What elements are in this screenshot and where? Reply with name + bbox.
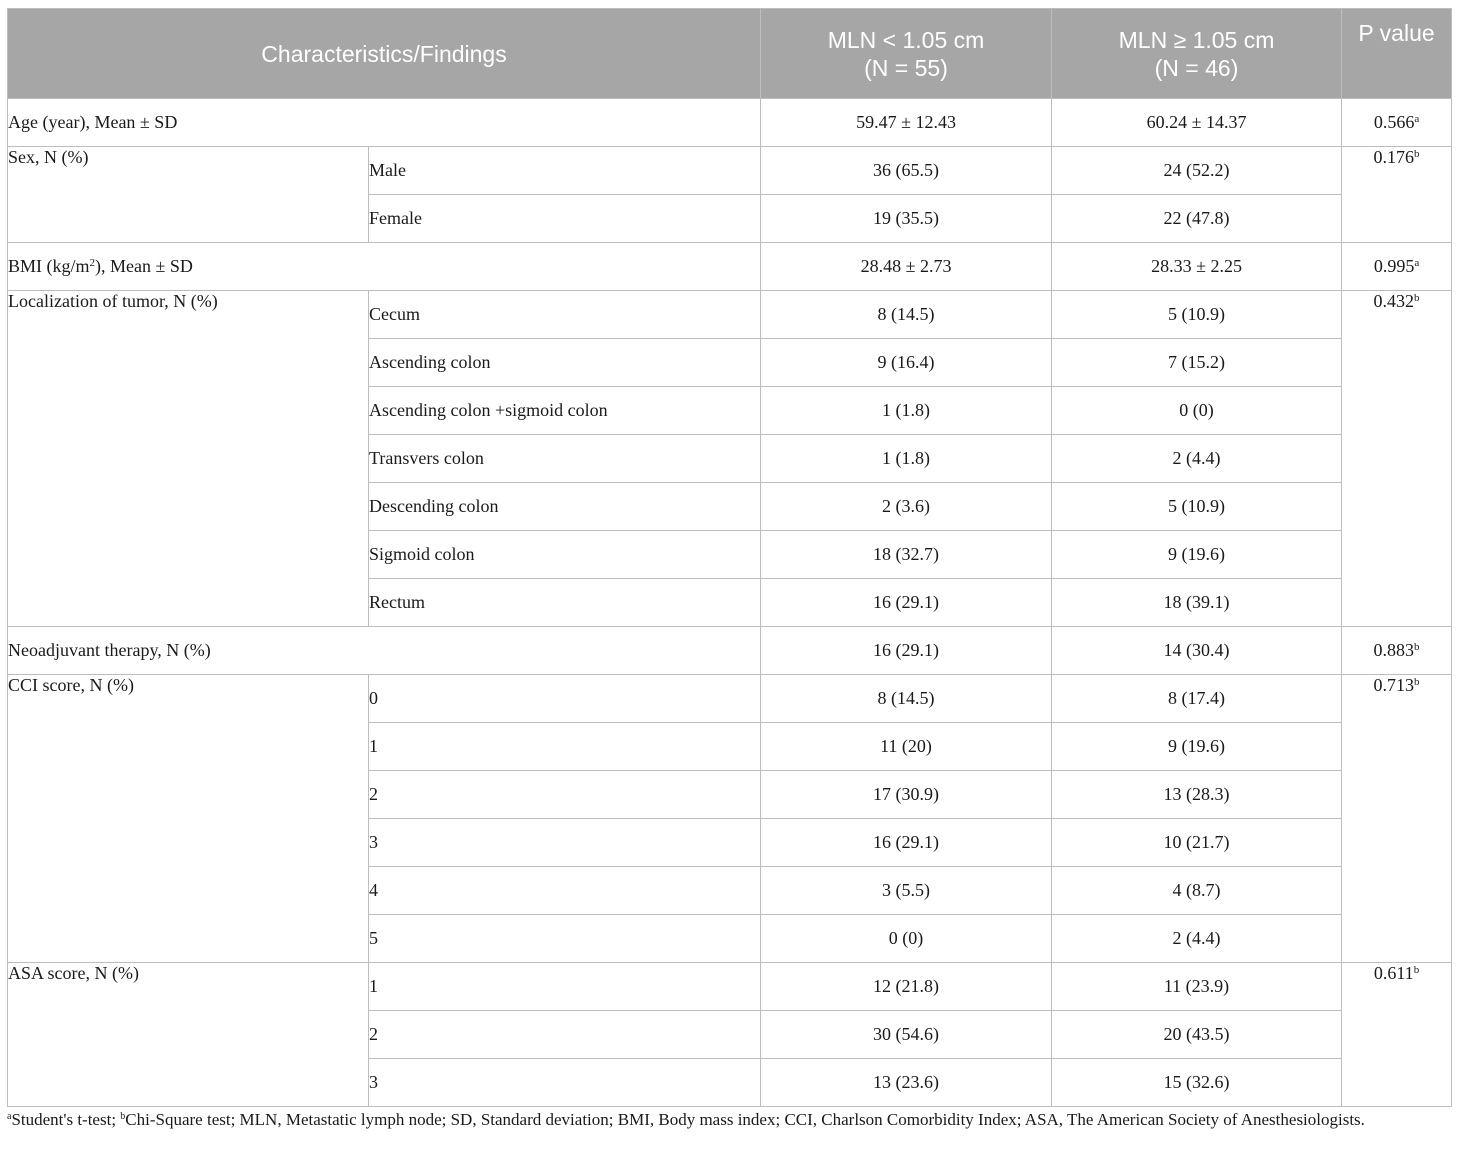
sub-label: 5 <box>369 915 761 963</box>
table-row <box>8 243 1452 291</box>
row-label: Neoadjuvant therapy, N (%) <box>8 627 761 675</box>
sub-label: Ascending colon <box>369 339 761 387</box>
cell-p-value <box>1342 291 1452 627</box>
cell-mln-small: 12 (21.8) <box>761 963 1052 1011</box>
sub-label: Transvers colon <box>369 435 761 483</box>
cell-mln-small: 11 (20) <box>761 723 1052 771</box>
p-value: 0.611 <box>1373 963 1414 983</box>
footnote-marker-a: a <box>7 1111 12 1122</box>
cell-mln-large: 60.24 ± 14.37 <box>1052 99 1342 147</box>
p-value-note: b <box>1413 964 1420 976</box>
cell-mln-small: 9 (16.4) <box>761 339 1052 387</box>
row-label: Age (year), Mean ± SD <box>8 99 761 147</box>
sub-label: 1 <box>369 723 761 771</box>
cell-mln-large: 22 (47.8) <box>1052 195 1342 243</box>
table-row <box>8 147 1452 195</box>
header-p-value: P value <box>1342 9 1452 99</box>
cell-mln-large: 9 (19.6) <box>1052 531 1342 579</box>
cell-mln-large: 20 (43.5) <box>1052 1011 1342 1059</box>
characteristics-table <box>7 8 1452 1107</box>
cell-p-value <box>1342 627 1452 675</box>
p-value-note: b <box>1414 641 1420 653</box>
cell-p-value <box>1342 147 1452 243</box>
table-footnote <box>7 1108 1451 1132</box>
header-mln-large-line1: MLN ≥ 1.05 cm <box>1118 26 1275 53</box>
cell-mln-small: 13 (23.6) <box>761 1059 1052 1107</box>
cell-mln-large: 7 (15.2) <box>1052 339 1342 387</box>
table-row <box>8 963 1452 1011</box>
cell-mln-large: 9 (19.6) <box>1052 723 1342 771</box>
cell-mln-small: 0 (0) <box>761 915 1052 963</box>
table-header-row <box>8 9 1452 99</box>
cell-mln-small: 36 (65.5) <box>761 147 1052 195</box>
row-label: ASA score, N (%) <box>8 963 369 1107</box>
cell-mln-small: 28.48 ± 2.73 <box>761 243 1052 291</box>
cell-mln-small: 30 (54.6) <box>761 1011 1052 1059</box>
cell-mln-small: 3 (5.5) <box>761 867 1052 915</box>
cell-mln-large: 5 (10.9) <box>1052 291 1342 339</box>
footnote-marker-b: b <box>120 1111 126 1122</box>
row-label: Sex, N (%) <box>8 147 369 243</box>
cell-p-value <box>1342 675 1452 963</box>
row-label: CCI score, N (%) <box>8 675 369 963</box>
bmi-label-exponent: 2 <box>89 257 96 269</box>
sub-label: 3 <box>369 819 761 867</box>
sub-label: Male <box>369 147 761 195</box>
cell-mln-small: 1 (1.8) <box>761 387 1052 435</box>
sub-label: 1 <box>369 963 761 1011</box>
sub-label: 0 <box>369 675 761 723</box>
header-characteristics: Characteristics/Findings <box>8 9 761 99</box>
header-mln-large <box>1052 9 1342 99</box>
cell-mln-large: 2 (4.4) <box>1052 435 1342 483</box>
p-value: 0.566 <box>1373 112 1415 132</box>
cell-p-value <box>1342 963 1452 1107</box>
cell-mln-large: 2 (4.4) <box>1052 915 1342 963</box>
table-row <box>8 675 1452 723</box>
cell-mln-large: 10 (21.7) <box>1052 819 1342 867</box>
cell-p-value <box>1342 99 1452 147</box>
cell-mln-large: 13 (28.3) <box>1052 771 1342 819</box>
sub-label: Cecum <box>369 291 761 339</box>
bmi-label-end: ), Mean ± SD <box>95 256 193 276</box>
p-value: 0.176 <box>1373 147 1415 167</box>
cell-mln-small: 19 (35.5) <box>761 195 1052 243</box>
cell-mln-large: 0 (0) <box>1052 387 1342 435</box>
cell-mln-small: 16 (29.1) <box>761 579 1052 627</box>
bmi-label-start: BMI (kg/m <box>8 256 90 276</box>
cell-mln-large: 14 (30.4) <box>1052 627 1342 675</box>
footnote-text-b: Chi-Square test; MLN, Metastatic lymph node; SD, Standard deviation; BMI, Body mass index; CCI, Charlson Comorbidity Index; ASA, The American Society of Anesthesiologists. <box>125 1110 1365 1129</box>
cell-mln-large: 11 (23.9) <box>1052 963 1342 1011</box>
cell-mln-small: 17 (30.9) <box>761 771 1052 819</box>
p-value: 0.883 <box>1373 640 1415 660</box>
cell-mln-large: 15 (32.6) <box>1052 1059 1342 1107</box>
cell-mln-large: 8 (17.4) <box>1052 675 1342 723</box>
sub-label: Descending colon <box>369 483 761 531</box>
cell-mln-small: 2 (3.6) <box>761 483 1052 531</box>
p-value: 0.713 <box>1373 675 1415 695</box>
cell-mln-large: 28.33 ± 2.25 <box>1052 243 1342 291</box>
p-value-note: b <box>1414 676 1420 688</box>
header-mln-small-line1: MLN < 1.05 cm <box>827 26 985 53</box>
header-mln-small <box>761 9 1052 99</box>
row-label: Localization of tumor, N (%) <box>8 291 369 627</box>
p-value: 0.432 <box>1373 291 1415 311</box>
row-label <box>8 243 761 291</box>
sub-label: 2 <box>369 1011 761 1059</box>
cell-mln-small: 59.47 ± 12.43 <box>761 99 1052 147</box>
table-row <box>8 99 1452 147</box>
cell-mln-large: 5 (10.9) <box>1052 483 1342 531</box>
table-row <box>8 291 1452 339</box>
cell-p-value <box>1342 243 1452 291</box>
cell-mln-small: 8 (14.5) <box>761 291 1052 339</box>
cell-mln-small: 18 (32.7) <box>761 531 1052 579</box>
cell-mln-large: 4 (8.7) <box>1052 867 1342 915</box>
p-value-note: a <box>1414 257 1420 269</box>
header-mln-small-line2: (N = 55) <box>864 54 948 81</box>
sub-label: 4 <box>369 867 761 915</box>
header-mln-large-line2: (N = 46) <box>1154 54 1239 81</box>
sub-label: Ascending colon +sigmoid colon <box>369 387 761 435</box>
footnote-text-a: Student's t-test; <box>11 1110 121 1129</box>
sub-label: Rectum <box>369 579 761 627</box>
p-value-note: b <box>1414 148 1420 160</box>
sub-label: 2 <box>369 771 761 819</box>
sub-label: Female <box>369 195 761 243</box>
sub-label: 3 <box>369 1059 761 1107</box>
table-row <box>8 627 1452 675</box>
p-value: 0.995 <box>1373 256 1415 276</box>
p-value-note: a <box>1414 113 1420 125</box>
sub-label: Sigmoid colon <box>369 531 761 579</box>
cell-mln-large: 18 (39.1) <box>1052 579 1342 627</box>
p-value-note: b <box>1414 292 1420 304</box>
cell-mln-small: 8 (14.5) <box>761 675 1052 723</box>
cell-mln-small: 1 (1.8) <box>761 435 1052 483</box>
cell-mln-small: 16 (29.1) <box>761 627 1052 675</box>
cell-mln-small: 16 (29.1) <box>761 819 1052 867</box>
cell-mln-large: 24 (52.2) <box>1052 147 1342 195</box>
